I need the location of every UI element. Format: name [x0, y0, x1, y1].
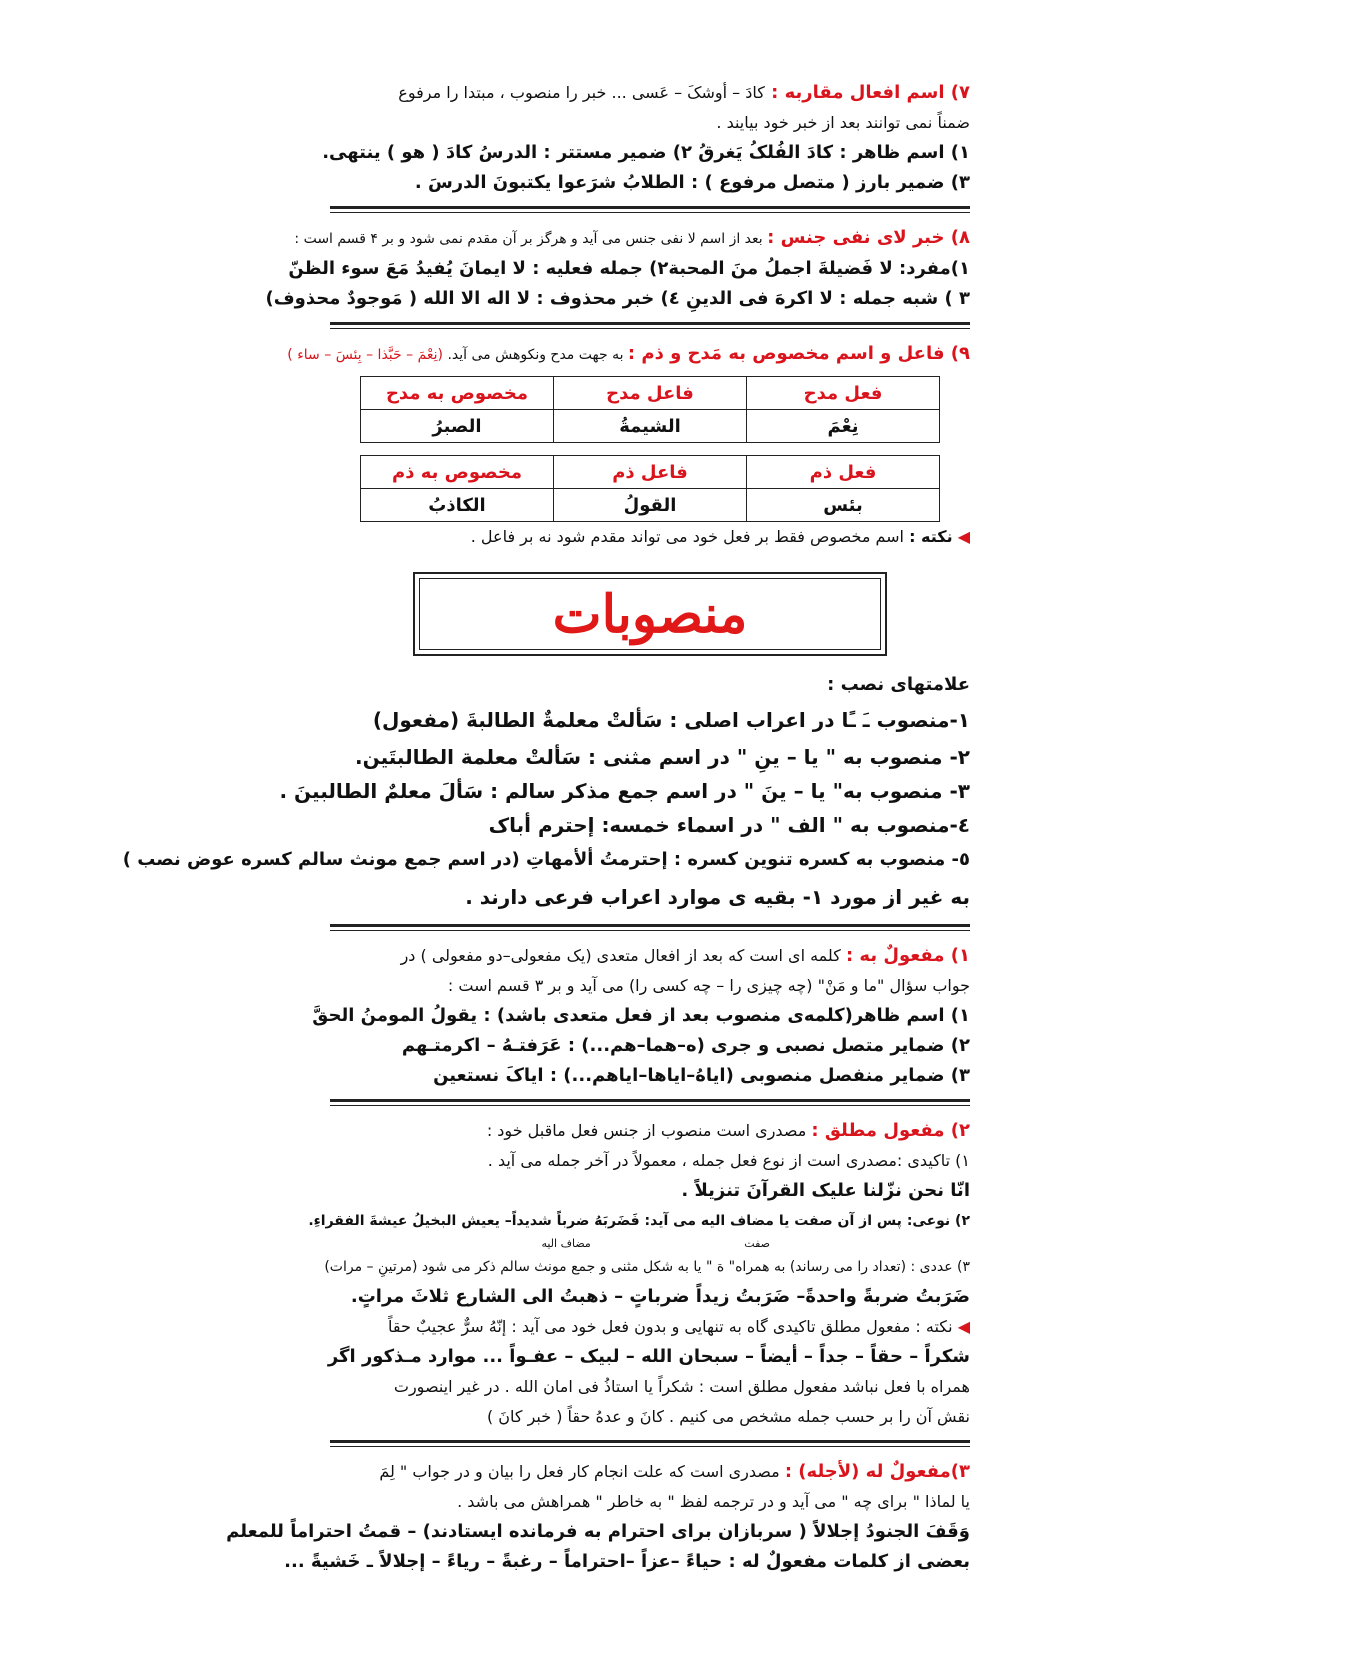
m2-sub-sefat: صفت [744, 1237, 770, 1250]
divider [330, 924, 970, 931]
m1-text-2: جواب سؤال "ما و مَنْ" (چه چیزی را – چه کسی را) می آید و بر ۳ قسم است : [447, 976, 970, 995]
m2-text-4: ۳) عددی : (تعداد را می رساند) به همراه" ة " یا به شکل مثنی و جمع مونث سالم ذکر می شود (مرتینِ – مرات) [324, 1259, 970, 1275]
signs-line-5: ٥- منصوب به کسره تنوین کسره : إحترمتُ ألأمهاتِ (در اسم جمع مونث سالم کسره عوض نصب ) [122, 849, 970, 870]
blame-header-subject: فاعل ذم [554, 456, 747, 489]
praise-header-verb: فعل مدح [747, 377, 940, 410]
divider [330, 1440, 970, 1447]
blame-cell-specified: الکاذبُ [361, 489, 554, 522]
s7-text-3: ۱) اسم ظاهر : کادَ الفُلکُ یَغرقُ ۲) ضمیر مستتر : الدرسُ کادَ ( هو ) ینتهی. [322, 142, 970, 163]
signs-line-4: ٤-منصوب به " الف " در اسماء خمسه: إحترم أباک [488, 813, 970, 837]
blame-table [360, 455, 940, 522]
m1-text-1: کلمه ای است که بعد از افعال متعدی (یک مفعولی–دو مفعولی ) در [400, 946, 841, 965]
m2-text-5: ضَرَبتُ ضربةً واحدةً– ضَرَبتُ زیداً ضرباتٍ – ذهبتُ الی الشارع ثلاثَ مراتٍ. [350, 1286, 970, 1307]
section-banner [413, 572, 887, 656]
signs-line-1: ۱-منصوب ـَ ـًا در اعراب اصلی : سَألتْ معلمةٌ الطالبةَ (مفعول) [372, 708, 970, 732]
s9-note-label: نکته : [909, 527, 953, 546]
m1-text-3: ۱) اسم ظاهر(کلمه‌ی منصوب بعد از فعل متعدی باشد) : یقولُ المومنُ الحقَّ [312, 1005, 970, 1026]
m2-sub-mozaf: مضاف الیه [541, 1237, 591, 1250]
m2-desc: مصدری است منصوب از جنس فعل ماقبل خود : [486, 1121, 807, 1140]
m2-sublabels [330, 1236, 970, 1252]
blame-header-verb: فعل ذم [747, 456, 940, 489]
m2-line-1 [330, 1116, 970, 1146]
m1-text-5: ۳) ضمایر منفصل منصوبی (ایاهُ–ایاها–ایاهم...) : ایاکَ نستعین [433, 1065, 970, 1086]
praise-header-specified: مخصوص به مدح [361, 377, 554, 410]
praise-cell-verb: نِعْمَ [747, 410, 940, 443]
m2-text-1: ۱) تاکیدی :مصدری است از نوع فعل جمله ، معمولاً در آخر جمله می آید . [487, 1151, 970, 1170]
s8-line-1 [294, 223, 970, 254]
m3-text-1: مصدری است که علت انجام کار فعل را بیان و در جواب " لِمَ [379, 1462, 780, 1481]
m3-text-2: یا لماذا " برای چه " می آید و در ترجمه لفظ " به خاطر " همراهش می باشد . [457, 1492, 970, 1511]
arrow-left-icon: ◀ [957, 527, 970, 546]
signs-line-6: به غیر از مورد ۱- بقیه ی موارد اعراب فرعی دارند . [465, 885, 970, 909]
m2-text-6: نکته : مفعول مطلق تاکیدی گاه به تنهایی و بدون فعل خود می آید : إنّهُ سرٌّ عجیبٌ حقاً [388, 1317, 953, 1336]
praise-cell-specified: الصبرُ [361, 410, 554, 443]
blame-cell-verb: بئس [747, 489, 940, 522]
m2-text-9: نقش آن را بر حسب جمله مشخص می کنیم . کانَ و عدهُ حقاً ( خبر کانَ ) [486, 1407, 970, 1426]
praise-header-subject: فاعل مدح [554, 377, 747, 410]
s9-note-text: اسم مخصوص فقط بر فعل خود می تواند مقدم شود نه بر فاعل . [470, 527, 904, 546]
document-page [122, 78, 970, 1577]
s7-text-4: ۳) ضمیر بارز ( متصل مرفوع ) : الطلابُ شرَعوا یکتبونَ الدرسَ . [414, 172, 970, 193]
s8-text-1: ۱)مفرد: لا فَضیلةَ اجملُ منَ المحبة۲) جمله فعلیه : لا ایمانَ یُفیدُ مَعَ سوء الظنّ [288, 258, 970, 279]
m2-text-7: شکراً – حقاً – جداً – أیضاً – سبحان الله – لبیک – عفـواً ... موارد مـذکور اگر [327, 1346, 970, 1367]
m2-title: ۲) مفعول مطلق : [811, 1120, 970, 1141]
s9-verbs: (نِعْمَ – حَبَّذا – بِئسَ – ساء ) [287, 347, 444, 363]
m1-title: ۱) مفعولٌ به : [845, 945, 970, 966]
s7-text-1: کادَ – أوشکَ – عَسی ... خبر را منصوب ، مبتدا را مرفوع [398, 83, 765, 102]
s7-title: ۷) اسم افعال مقاربه : [771, 82, 970, 103]
praise-table [360, 376, 940, 443]
s8-text-2: ۳ ) شبه جمله : لا اکرهَ فی الدینِ ٤) خبر محذوف : لا اله الا الله ( مَوجودٌ محذوف) [265, 288, 970, 309]
praise-cell-subject: الشیمةُ [554, 410, 747, 443]
signs-line-2: ۲- منصوب به " یا – ینِ " در اسم مثنی : سَألتْ معلمة الطالبتَین. [354, 745, 970, 769]
banner-title: منصوبات [419, 578, 881, 650]
s9-line-1 [287, 339, 970, 370]
s9-note [330, 522, 970, 552]
divider [330, 1099, 970, 1106]
signs-title: علامتهای نصب : [827, 674, 970, 695]
s9-desc: به جهت مدح ونکوهش می آید. [447, 347, 624, 363]
m3-text-4: بعضی از کلمات مفعولٌ له : حیاءً –عزاً –احتراماً – رغبةً – ریاءً – إجلالاً ـ خَشیةً ... [284, 1551, 970, 1572]
divider [330, 206, 970, 213]
blame-cell-subject: القولُ [554, 489, 747, 522]
arrow-left-icon: ◀ [957, 1317, 970, 1336]
s7-text-2: ضمناً نمی توانند بعد از خبر خود بیایند . [716, 113, 970, 132]
m1-text-4: ۲) ضمایر متصل نصبی و جری (ه–هما–هم...) : عَرَفتـهُ – اکرمتـهم [401, 1035, 970, 1056]
m2-note [330, 1312, 970, 1342]
s9-title: ۹) فاعل و اسم مخصوص به مَدح و ذم : [627, 343, 970, 364]
divider [330, 322, 970, 329]
m2-text-3: ۲) نوعی: پس از آن صفت یا مضاف الیه می آید: فَضَربَهُ ضرباً شدیداً– یعیش البخیلُ عیشةَ الفقراءِ. [308, 1213, 970, 1229]
m1-line-1 [330, 941, 970, 971]
m3-line-1 [330, 1457, 970, 1487]
signs-line-3: ۳- منصوب به" یا – ینَ " در اسم جمع مذکر سالم : سَألَ معلمٌ الطالبینَ . [279, 779, 970, 803]
blame-header-specified: مخصوص به ذم [361, 456, 554, 489]
s8-title: ۸) خبر لای نفی جنس : [767, 227, 970, 248]
s7-line-1 [330, 78, 970, 108]
m3-title: ۳)مفعولٌ له (لأجله) : [784, 1461, 970, 1482]
m2-text-8: همراه با فعل نباشد مفعول مطلق است : شکراً یا استاذُ فی امان الله . در غیر اینصورت [393, 1377, 970, 1396]
s8-desc: بعد از اسم لا نفی جنس می آید و هرگز بر آن مقدم نمی شود و بر ۴ قسم است : [294, 231, 763, 247]
m3-text-3: وَقَفَ الجنودُ إجلالاً ( سربازان برای احترام به فرمانده ایستادند) – قمتُ احتراماً للمعلم [226, 1521, 970, 1542]
m2-text-2: انّا نحن نزّلنا علیک القرآنَ تنزیلاً . [681, 1180, 970, 1201]
